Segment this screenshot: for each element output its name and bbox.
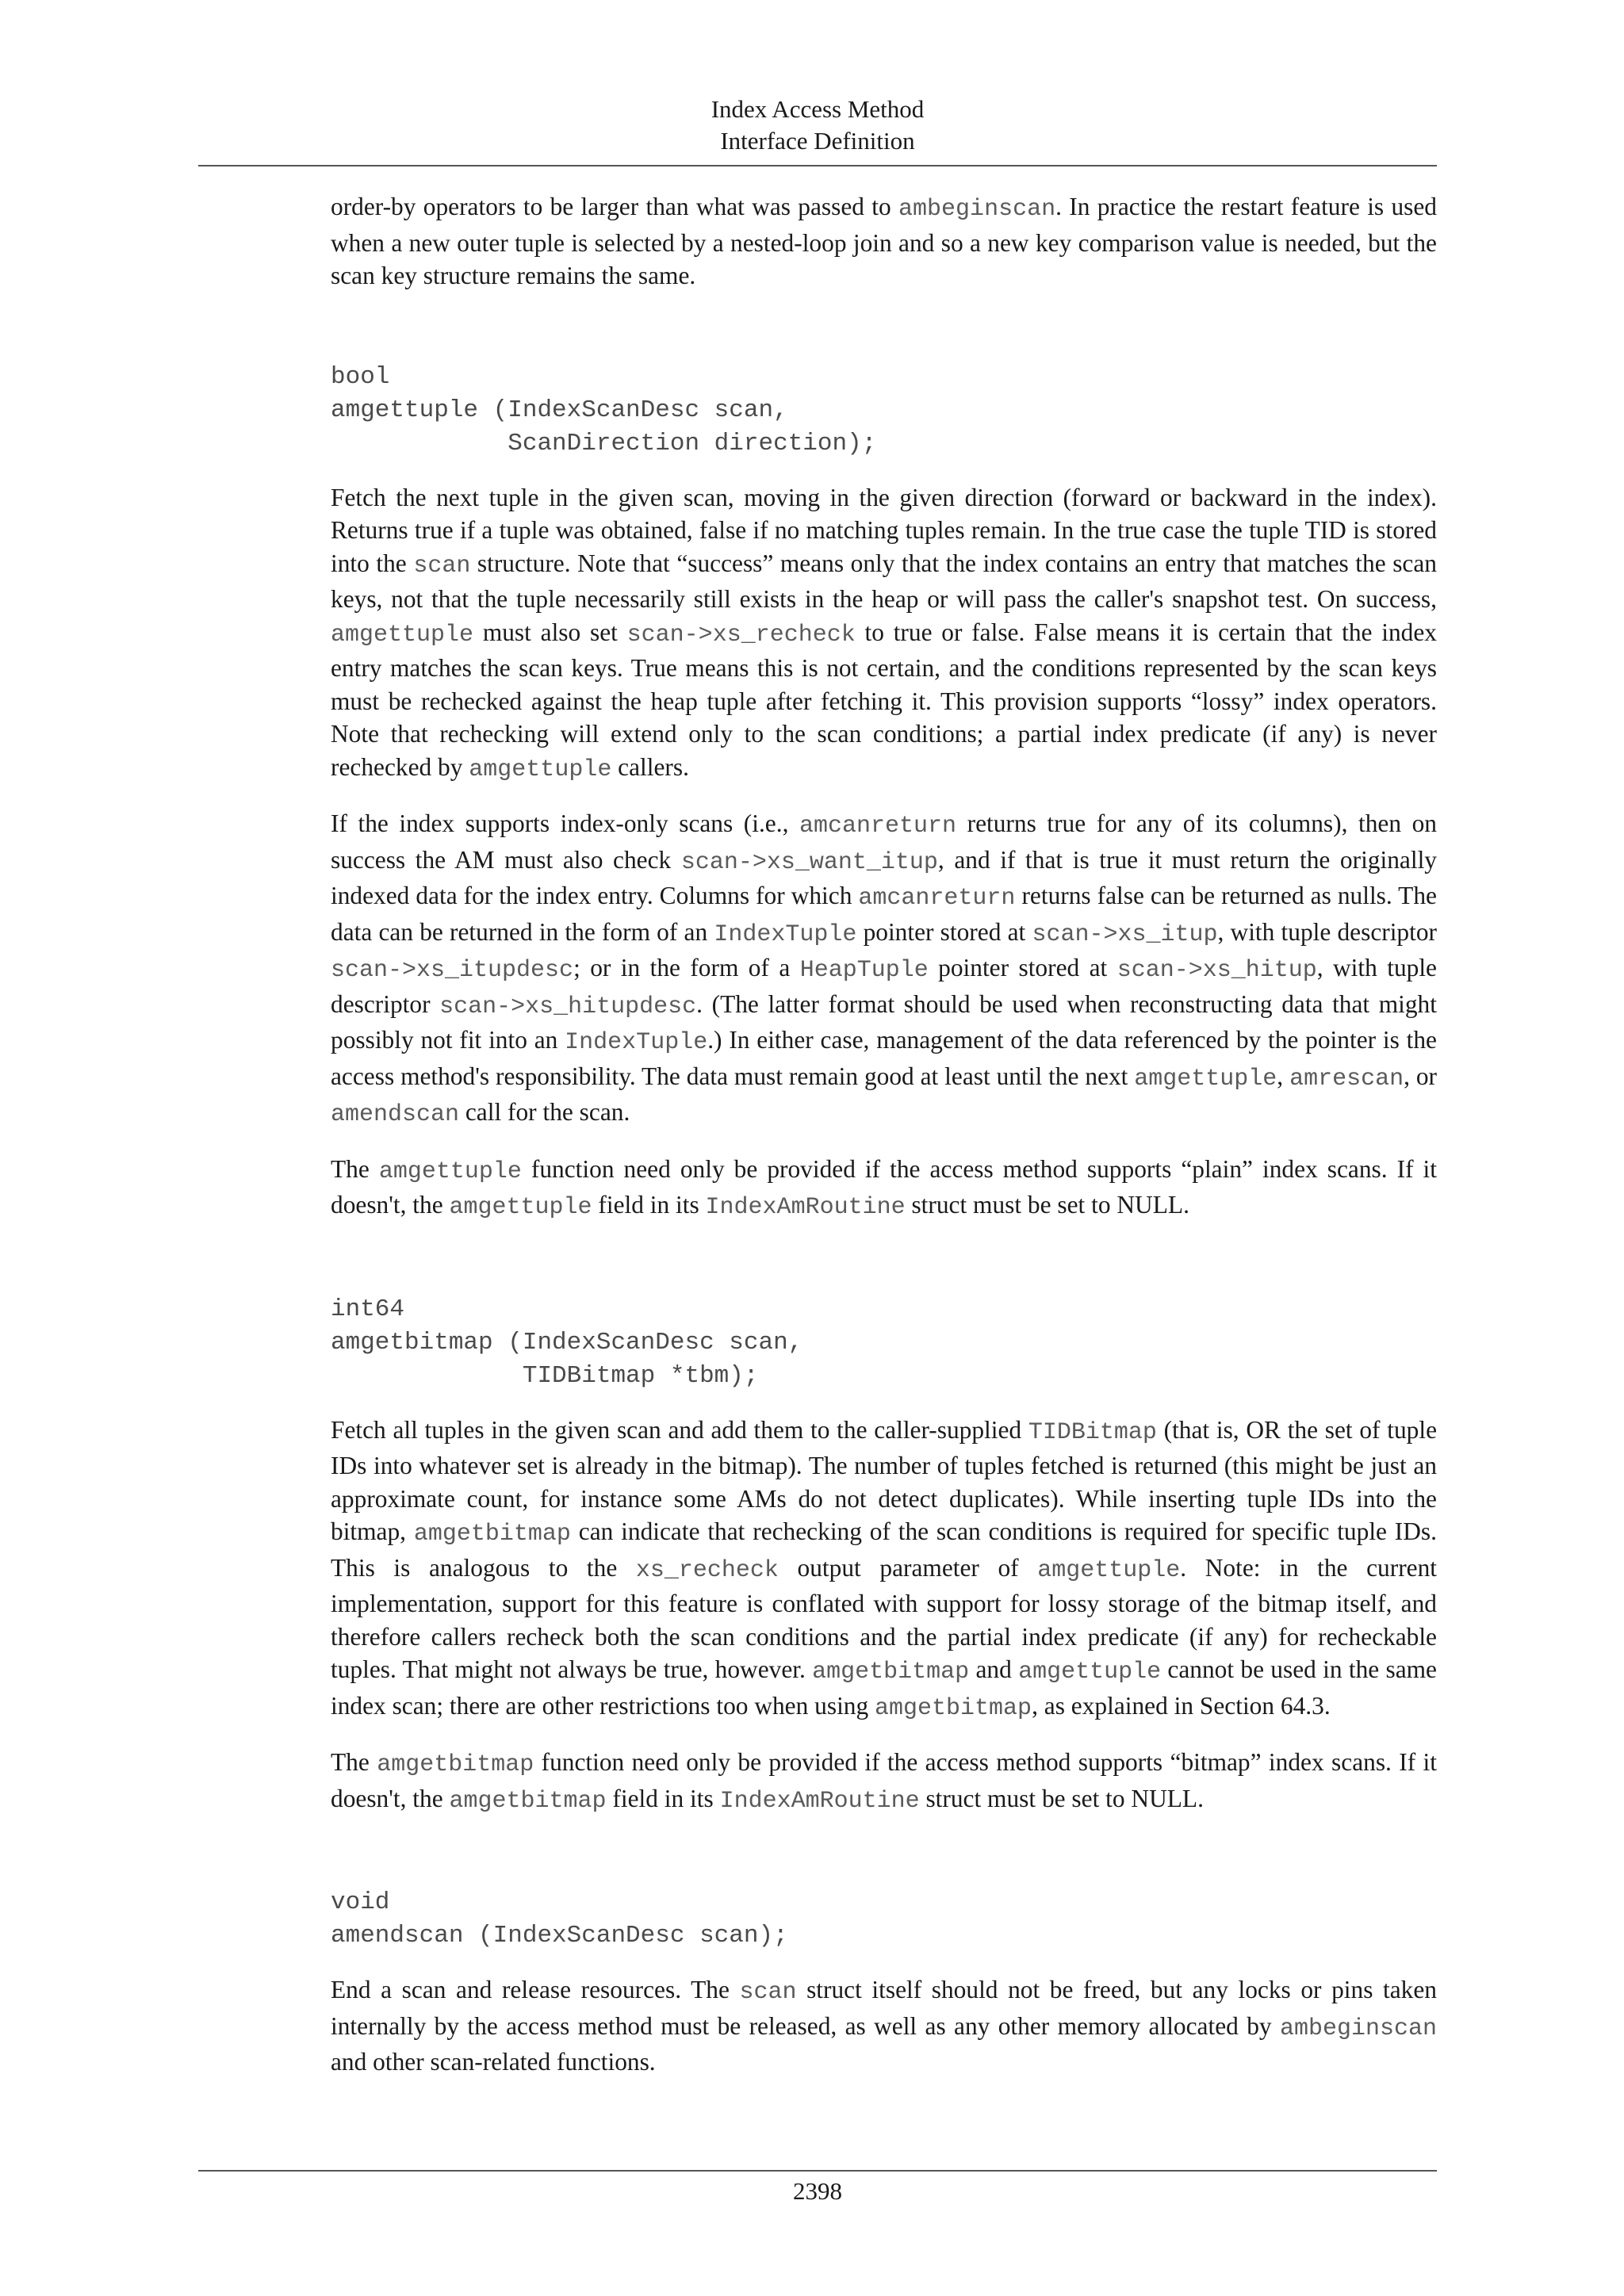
paragraph-restart-note: order-by operators to be larger than what was passed to ambeginscan. In practice the restart feature is used when a new outer tuple is selected by a nested-loop join and so a new key comparison value is needed, but the scan key structure remains the same. (331, 193, 1437, 289)
paragraph-index-only-scans: If the index supports index-only scans (i.e., amcanreturn returns true for any of its columns), then on success the AM must also check scan->xs_want_itup, and if that is true it must return the originally indexed data for the index entry. Columns for which amcanreturn returns false can be returned as nulls. The data can be returned in the form of an IndexTuple pointer stored at scan->xs_itup, with tuple descriptor scan->xs_itupdesc; or in the form of a HeapTuple pointer stored at scan->xs_hitup, with tuple descriptor scan->xs_hitupdesc. (The latter format should be used when reconstructing data that might possibly not fit into an IndexTuple.) In either case, management of the data referenced by the pointer is the access method's responsibility. The data must remain good at least until the next amgettuple, amrescan, or amendscan call for the scan. (331, 809, 1437, 1128)
header-divider (198, 165, 1437, 166)
page-number: 2398 (793, 2177, 842, 2205)
paragraph-amendscan-desc: End a scan and release resources. The scan struct itself should not be freed, but any locks or pins taken internally by the access method must be released, as well as any other memory allocated by ambeginscan and other scan-related functions. (331, 1976, 1437, 2076)
header-subtitle: Interface Definition (720, 127, 915, 155)
paragraph-amgettuple-desc: Fetch the next tuple in the given scan, moving in the given direction (forward or backward in the index). Returns true if a tuple was obtained, false if no matching tuples remain. In the true case the tuple TID is stored into the scan structure. Note that “success” means only that the index contains an entry that matches the scan keys, not that the tuple necessarily still exists in the heap or will pass the caller's snapshot test. On success, amgettuple must also set scan->xs_recheck to true or false. False means it is certain that the index entry matches the scan keys. True means this is not certain, and the conditions represented by the scan keys must be rechecked against the heap tuple after fetching it. This provision supports “lossy” index operators. Note that rechecking will extend only to the scan conditions; a partial index predicate (if any) is never rechecked by amgettuple callers. (331, 483, 1437, 783)
signature-amendscan: void amendscan (IndexScanDesc scan); (331, 1888, 788, 1950)
signature-amgetbitmap: int64 amgetbitmap (IndexScanDesc scan, TIDBitmap *tbm); (331, 1295, 803, 1390)
page-header (198, 94, 1437, 157)
footer-divider (198, 2170, 1437, 2172)
paragraph-amgettuple-optional: The amgettuple function need only be provided if the access method supports “plain” index scans. If it doesn't, the amgettuple field in its IndexAmRoutine struct must be set to NULL. (331, 1154, 1437, 1221)
header-title: Index Access Method (710, 95, 925, 123)
signature-amgettuple: bool amgettuple (IndexScanDesc scan, ScanDirection direction); (331, 362, 877, 457)
paragraph-amgetbitmap-desc: Fetch all tuples in the given scan and add them to the caller-supplied TIDBitmap (that is, OR the set of tuple IDs into whatever set is already in the bitmap). The number of tuples fetched is returned (this might be just an approximate count, for instance some AMs do not detect duplicates). While inserting tuple IDs into the bitmap, amgetbitmap can indicate that rechecking of the scan conditions is required for specific tuple IDs. This is analogous to the xs_recheck output parameter of amgettuple. Note: in the current implementation, support for this feature is conflated with support for lossy storage of the bitmap itself, and therefore callers recheck both the scan conditions and the partial index predicate (if any) for recheckable tuples. That might not always be true, however. amgetbitmap and amgettuple cannot be used in the same index scan; there are other restrictions too when using amgetbitmap, as explained in Section 64.3. (331, 1415, 1437, 1722)
page-content (331, 190, 1437, 2099)
paragraph-amgetbitmap-optional: The amgetbitmap function need only be provided if the access method supports “bitmap” index scans. If it doesn't, the amgetbitmap field in its IndexAmRoutine struct must be set to NULL. (331, 1748, 1437, 1815)
